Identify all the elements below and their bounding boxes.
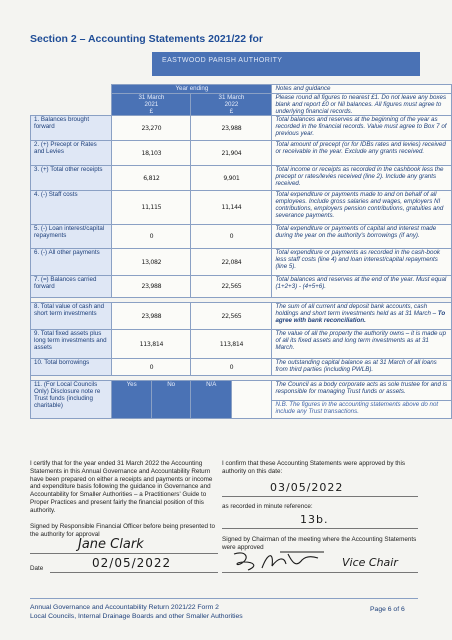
row-note: Total expenditure or payments made to and on behalf of all employees. Include gross salaries and wages, employers NI contributions, employers pension contributions, gratuities and severance payments.: [272, 191, 452, 225]
minute-label: as recorded in minute reference:: [222, 503, 313, 510]
row-label: 5. (-) Loan interest/capital repayments: [31, 225, 112, 249]
col-2021-header: [112, 94, 191, 116]
row-note: Total balances and reserves at the end of the year. Must equal (1+2+3) - (4+5+6).: [272, 276, 452, 298]
row-label: 9. Total fixed assets plus long term investments and assets: [31, 330, 112, 359]
rfo-signature: Jane Clark: [78, 537, 144, 552]
accounting-statements-table: [30, 84, 452, 419]
footer-line2: Local Councils, Internal Drainage Boards and other Smaller Authorities: [30, 613, 243, 620]
table-row: [31, 166, 452, 191]
value-2021: 6,812: [112, 166, 191, 191]
value-2022: 11,144: [191, 191, 272, 225]
col-2021-line3: £: [149, 108, 154, 115]
row-label: 4. (-) Staff costs: [31, 191, 112, 225]
value-2022: 9,901: [191, 166, 272, 191]
row-label: 2. (+) Precept or Rates and Levies: [31, 141, 112, 166]
value-2022: 0: [191, 359, 272, 376]
value-2022: 22,565: [191, 303, 272, 330]
col-2021-line1: 31 March: [138, 94, 165, 101]
value-2021: 23,270: [112, 116, 191, 141]
chair-sign-instruction: Signed by Chairman of the meeting where the Accounting Statements were approved: [222, 536, 417, 551]
row-label: 10. Total borrowings: [31, 359, 112, 376]
approval-text: I confirm that these Accounting Statements were approved by this authority on this date:: [222, 460, 406, 475]
table-row: [31, 330, 452, 359]
table-row: [31, 116, 452, 141]
value-2021: 18,103: [112, 141, 191, 166]
page-number: Page 6 of 6: [370, 606, 405, 613]
notes-header: Notes and guidance: [272, 85, 452, 94]
chair-signature: [228, 548, 338, 574]
row-note: Total balances and reserves at the beginning of the year as recorded in the financial records. Value must agree to Box 7 of previous year.: [272, 116, 452, 141]
rfo-certification-text: I certify that for the year ended 31 March 2022 the Accounting Statements in this Annual Governance and Accountability Return have been prepared on either a receipts and payments or income and expenditure basis following the guidance in Governance and Accountability for Smaller Authorities – a Practitioners' Guide to Proper Practices and present fairly the financial position of this authority.: [30, 460, 213, 514]
trust-nb-note: N.B. The figures in the accounting statements above do not include any Trust transactions.: [272, 401, 452, 419]
row-label: 1. Balances brought forward: [31, 116, 112, 141]
value-2022: 113,814: [191, 330, 272, 359]
value-2022: 22,084: [191, 249, 272, 276]
minute-reference: 13b.: [300, 513, 329, 526]
rfo-signature-line: [30, 553, 218, 554]
row-note: Total expenditure or payments as recorded in the cash-book less staff costs (line 4) and loan interest/capital repayments (line 5).: [272, 249, 452, 276]
approval-date: 03/05/2022: [270, 481, 344, 494]
footer: [30, 603, 243, 621]
value-2022: 23,988: [191, 116, 272, 141]
value-2021: 11,115: [112, 191, 191, 225]
value-2022: 0: [191, 225, 272, 249]
rfo-date-line: [50, 572, 218, 573]
trust-label: 11. (For Local Councils Only) Disclosure note re Trust funds (including charitable): [31, 381, 112, 419]
row-note-text: The sum of all current and deposit bank accounts, cash holdings and short term investments held as at 31 March –: [275, 303, 438, 317]
trust-na-option[interactable]: N/A: [191, 381, 232, 419]
minute-line: [222, 528, 418, 529]
value-2021: 13,082: [112, 249, 191, 276]
footer-line1: Annual Governance and Accountability Return 2021/22 Form 2: [30, 604, 219, 611]
trust-empty-cell: [232, 381, 272, 419]
table-row: [31, 359, 452, 376]
value-2021: 0: [112, 359, 191, 376]
approval-date-line: [222, 496, 418, 497]
row-label: 7. (=) Balances carried forward: [31, 276, 112, 298]
col-2021-line2: 2021: [144, 101, 159, 108]
value-2022: 22,565: [191, 276, 272, 298]
chair-signature-line: [222, 572, 418, 573]
trust-no-option[interactable]: No: [151, 381, 191, 419]
row-label: 6. (-) All other payments: [31, 249, 112, 276]
col-2022-header: [191, 94, 272, 116]
col-2022-line3: £: [229, 108, 234, 115]
row-note: Total amount of precept (or for IDBs rates and levies) received or receivable in the year. Exclude any grants received.: [272, 141, 452, 166]
value-2021: 23,988: [112, 303, 191, 330]
rfo-sign-instruction: Signed by Responsible Financial Officer before being presented to the authority for approval: [30, 523, 216, 538]
table-row: [31, 225, 452, 249]
table-row: [31, 303, 452, 330]
table-row: [31, 276, 452, 298]
chair-role: Vice Chair: [342, 556, 398, 569]
rounding-guidance: Please round all figures to nearest £1. Do not leave any boxes blank and report £0 or Nil balances. All figures must agree to underlying financial records.: [272, 94, 452, 116]
col-2022-line1: 31 March: [218, 94, 245, 101]
row-note: The outstanding capital balance as at 31 March of all loans from third parties (including PWLB).: [272, 359, 452, 376]
row-note: Total income or receipts as recorded in the cashbook less the precept or rates/levies received (line 2). Include any grants received.: [272, 166, 452, 191]
row-label: 3. (+) Total other receipts: [31, 166, 112, 191]
row-note: Total expenditure or payments of capital and interest made during the year on the authority's borrowings (if any).: [272, 225, 452, 249]
authority-name-bar: [152, 52, 420, 76]
section-title: Section 2 – Accounting Statements 2021/22 for: [30, 33, 264, 45]
authority-name: EASTWOOD PARISH AUTHORITY: [162, 57, 283, 64]
date-label: Date: [30, 565, 44, 572]
trust-note: The Council as a body corporate acts as sole trustee for and is responsible for managing Trust funds or assets.: [272, 381, 452, 401]
value-2021: 23,988: [112, 276, 191, 298]
value-2021: 0: [112, 225, 191, 249]
trust-row: [31, 381, 452, 401]
year-ending-header: Year ending: [112, 85, 272, 94]
row-note: The value of all the property the authority owns – it is made up of all its fixed assets and long term investments as at 31 March.: [272, 330, 452, 359]
trust-yes-option[interactable]: Yes: [112, 381, 152, 419]
col-2022-line2: 2022: [224, 101, 239, 108]
row-note: [272, 303, 452, 330]
value-2021: 113,814: [112, 330, 191, 359]
rfo-date: 02/05/2022: [92, 556, 172, 570]
row-note-bold: To agree with bank reconciliation.: [275, 310, 446, 324]
table-row: [31, 249, 452, 276]
table-row: [31, 141, 452, 166]
footer-divider: [30, 598, 418, 599]
row-label: 8. Total value of cash and short term investments: [31, 303, 112, 330]
value-2022: 21,904: [191, 141, 272, 166]
table-row: [31, 191, 452, 225]
